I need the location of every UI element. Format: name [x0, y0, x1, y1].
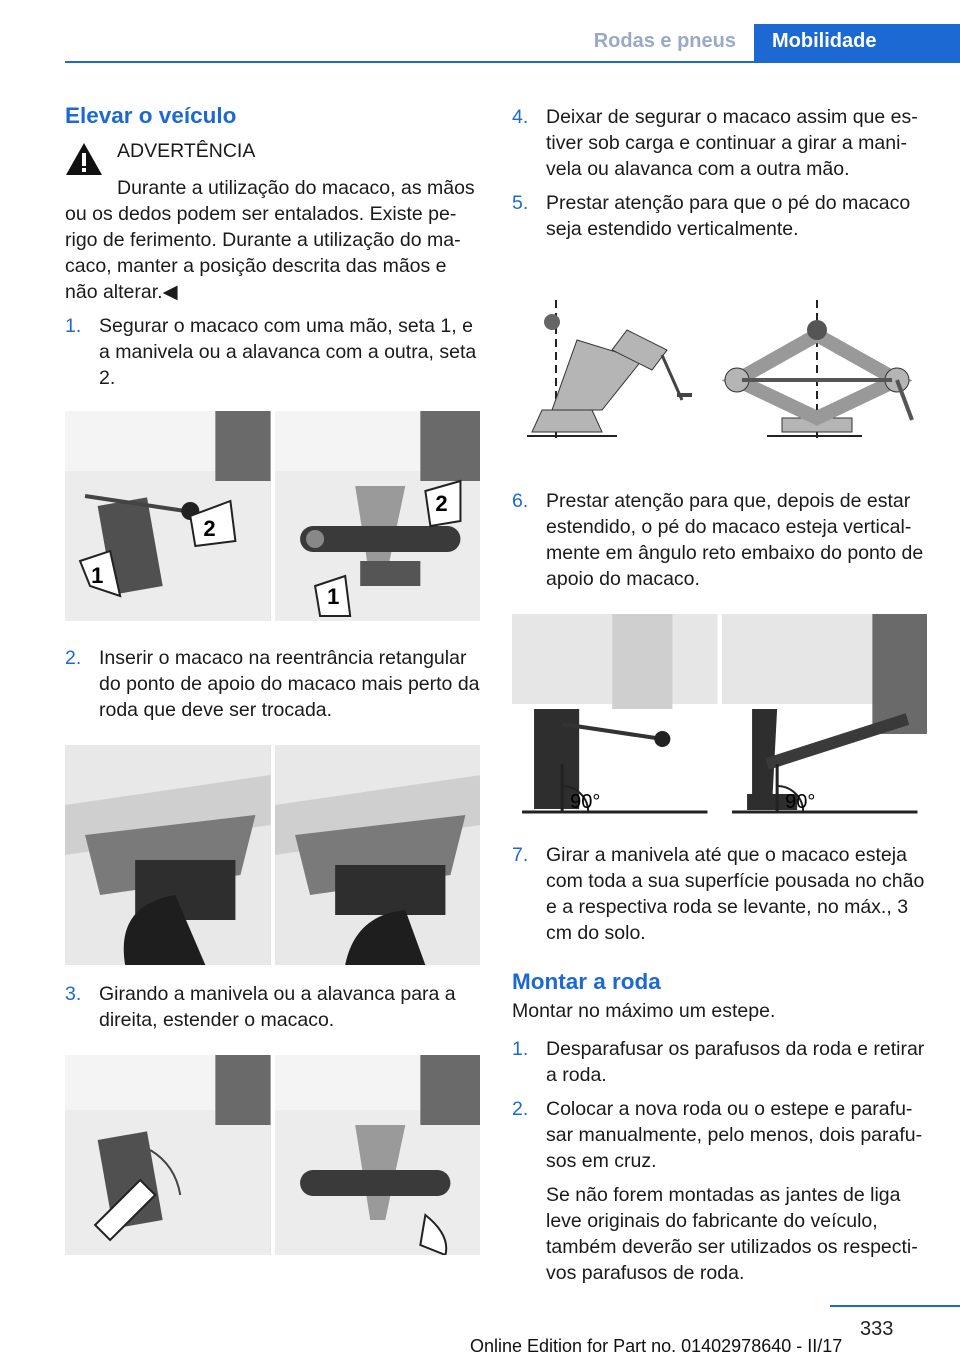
section-intro: Montar no máximo um estepe. [512, 1000, 776, 1022]
warning-text: Durante a utilização do macaco, as mãos ou os dedos podem ser entalados. Existe perigo de ferimento. Durante a utilização do macaco, manter a posição descrita das mãos e não alterar.◀ [65, 177, 475, 303]
jack-angle-figure [512, 614, 927, 822]
header-chapter-tab: Mobilidade [754, 24, 960, 62]
jack-insert-image-left [65, 745, 271, 965]
list-item [512, 1096, 927, 1174]
step-text: Prestar atenção para que o pé do macaco seja estendido verticalmente. [546, 192, 911, 240]
page-number: 333 [860, 1318, 894, 1340]
jack-hold-figure [65, 411, 480, 621]
step-number: 1. [512, 1038, 529, 1060]
jack-hold-image-right [275, 411, 481, 621]
step-number: 4. [512, 106, 529, 128]
arrow-label: 1 [91, 563, 104, 588]
jack-extend-image-left [65, 1055, 271, 1255]
note-text: Se não forem montadas as jantes de liga leve originais do fabricante do veículo, também deverão ser utilizados os respectivos parafusos de roda. [546, 1184, 918, 1284]
header-rule [65, 61, 960, 63]
warning-label: ADVERTÊNCIA [117, 140, 256, 162]
step-text: Girando a manivela ou a alavanca para a direita, estender o macaco. [99, 983, 456, 1031]
list-item [512, 488, 927, 592]
step-number: 1. [65, 315, 82, 337]
warning-icon [65, 142, 103, 176]
list-item [512, 190, 927, 242]
jack-extend-image-right [275, 1055, 481, 1255]
arrow-label: 2 [203, 516, 216, 541]
footer-rule [830, 1305, 960, 1307]
list-item [65, 981, 480, 1033]
arrow-label: 1 [326, 584, 339, 609]
jack-hold-image-left [65, 411, 271, 621]
step-text: Segurar o macaco com uma mão, seta 1, e a manivela ou a alavanca com a outra, seta 2. [99, 315, 477, 389]
list-item [65, 645, 480, 723]
jack-vertical-diagram [512, 300, 927, 450]
step-text: Inserir o macaco na reentrância retangular do ponto de apoio do macaco mais perto da roda que deve ser trocada. [99, 647, 480, 721]
jack-extend-figure [65, 1055, 480, 1255]
step-text: Colocar a nova roda ou o estepe e parafusar manualmente, pelo menos, dois parafusos em cruz. [546, 1098, 923, 1172]
list-item [512, 1036, 927, 1088]
step-number: 6. [512, 490, 529, 512]
step-text: Prestar atenção para que, depois de estar estendido, o pé do macaco esteja verticalmente em ângulo reto embaixo do ponto de apoio do macaco. [546, 490, 924, 590]
step-text: Deixar de segurar o macaco assim que estiver sob carga e continuar a girar a manivela ou alavanca com a outra mão. [546, 106, 918, 180]
right-column [512, 100, 927, 1286]
section-title-mount-wheel: Montar a roda [512, 969, 661, 994]
header-tabs [570, 24, 960, 62]
step-number: 7. [512, 844, 529, 866]
jack-insert-figure [65, 745, 480, 965]
angle-label: 90° [570, 791, 601, 813]
section-title: Elevar o veículo [65, 103, 237, 128]
angle-label: 90° [784, 791, 815, 813]
arrow-label: 2 [434, 491, 448, 516]
list-item [512, 842, 927, 946]
jack-angle-image-left [512, 614, 718, 822]
step-number: 3. [65, 983, 82, 1005]
list-item [65, 313, 480, 391]
step-number: 5. [512, 192, 529, 214]
list-item [512, 104, 927, 182]
footer-edition: Online Edition for Part no. 01402978640 - II/17 [470, 1336, 843, 1356]
warning-block [65, 136, 480, 176]
jack-insert-image-right [275, 745, 481, 965]
header-section-tab: Rodas e pneus [593, 30, 736, 52]
step-text: Desparafusar os parafusos da roda e retirar a roda. [546, 1038, 925, 1086]
step-number: 2. [65, 647, 82, 669]
step-text: Girar a manivela até que o macaco esteja com toda a sua superfície pousada no chão e a respectiva roda se levante, no máx., 3 cm do solo. [546, 844, 925, 944]
step-number: 2. [512, 1098, 529, 1120]
left-column [65, 100, 480, 1255]
jack-angle-image-right [722, 614, 928, 822]
